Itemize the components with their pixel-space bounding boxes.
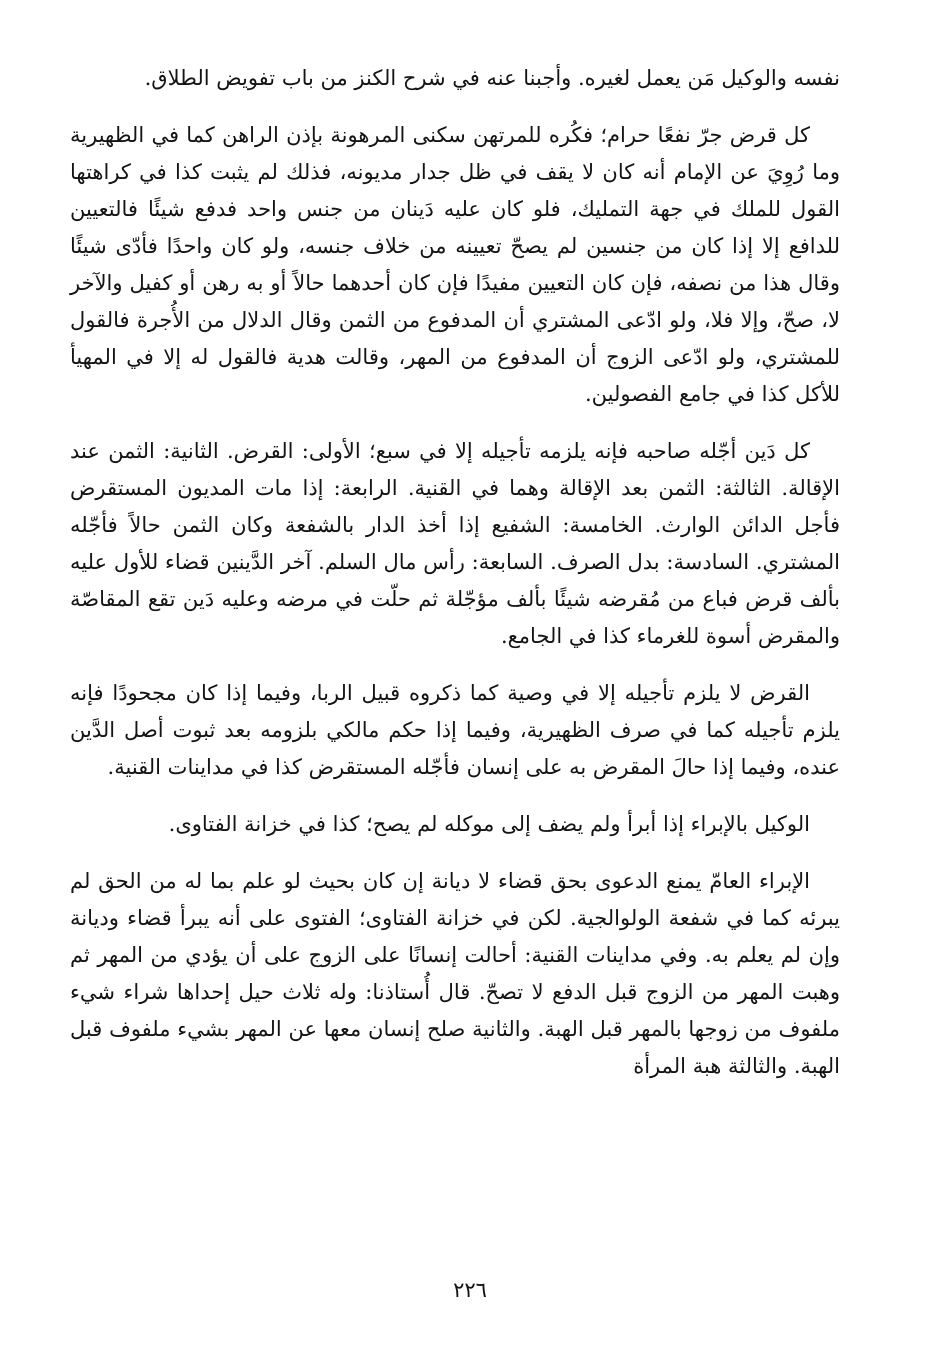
paragraph-5: الوكيل بالإبراء إذا أبرأ ولم يضف إلى موكله لم يصح؛ كذا في خزانة الفتاوى.: [168, 812, 810, 836]
paragraph-1: نفسه والوكيل مَن يعمل لغيره. وأجبنا عنه في شرح الكنز من باب تفويض الطلاق.: [144, 66, 840, 90]
page-number: ٢٢٦: [453, 1278, 487, 1302]
paragraph-3: كل دَين أجّله صاحبه فإنه يلزمه تأجيله إلا في سبع؛ الأولى: القرض. الثانية: الثمن عند الإقالة. الثالثة: الثمن بعد الإقالة وهما في القنية. الرابعة: إذا مات المديون المستقرض فأجل الدائن الوارث. الخامسة: الشفيع إذا أخذ الدار بالشفعة وكان الثمن حالاً فأجّله المشتري. السادسة: بدل الصرف. السابعة: رأس مال السلم. آخر الدَّينين قضاء للأول عليه بألف قرض فباع من مُقرضه شيئًا بألف مؤجّلة ثم حلّت في مرضه وعليه دَين تقع المقاصّة والمقرض أسوة للغرماء كذا في الجامع.: [70, 439, 840, 648]
page-body: [70, 60, 840, 1105]
paragraph-4: القرض لا يلزم تأجيله إلا في وصية كما ذكروه قبيل الربا، وفيما إذا كان مجحودًا فإنه يلزم تأجيله كما في صرف الظهيرية، وفيما إذا حكم مالكي بلزومه بعد ثبوت أصل الدَّين عنده، وفيما إذا حالَ المقرض به على إنسان فأجّله المستقرض كذا في مداينات القنية.: [70, 681, 840, 779]
paragraph-2: كل قرض جرّ نفعًا حرام؛ فكُره للمرتهن سكنى المرهونة بإذن الراهن كما في الظهيرية وما رُوِيَ عن الإمام أنه كان لا يقف في ظل جدار مديونه، فذلك لم يثبت كذا في كراهتها القول للملك في جهة التمليك، فلو كان عليه دَينان من جنس واحد فدفع شيئًا فالتعيين للدافع إلا إذا كان من جنسين لم يصحّ تعيينه من خلاف جنسه، ولو كان واحدًا فأدّى شيئًا وقال هذا من نصفه، فإن كان التعيين مفيدًا فإن كان أحدهما حالاً أو به رهن أو كفيل والآخر لا، صحّ، وإلا فلا، ولو ادّعى المشتري أن المدفوع من الثمن وقال الدلال من الأُجرة فالقول للمشتري، ولو ادّعى الزوج أن المدفوع من المهر، وقالت هدية فالقول له إلا في المهيأ للأكل كذا في جامع الفصولين.: [70, 123, 840, 406]
paragraph-6: الإبراء العامّ يمنع الدعوى بحق قضاء لا ديانة إن كان بحيث لو علم بما له من الحق لم يبرئه كما في شفعة الولوالجية. لكن في خزانة الفتاوى؛ الفتوى على أنه يبرأ قضاء وديانة وإن لم يعلم به. وفي مداينات القنية: أحالت إنسانًا على الزوج على أن يؤدي من المهر ثم وهبت المهر من الزوج قبل الدفع لا تصحّ. قال أُستاذنا: وله ثلاث حيل إحداها شراء شيء ملفوف من زوجها بالمهر قبل الهبة. والثانية صلح إنسان معها عن المهر بشيء ملفوف قبل الهبة. والثالثة هبة المرأة: [70, 869, 840, 1078]
